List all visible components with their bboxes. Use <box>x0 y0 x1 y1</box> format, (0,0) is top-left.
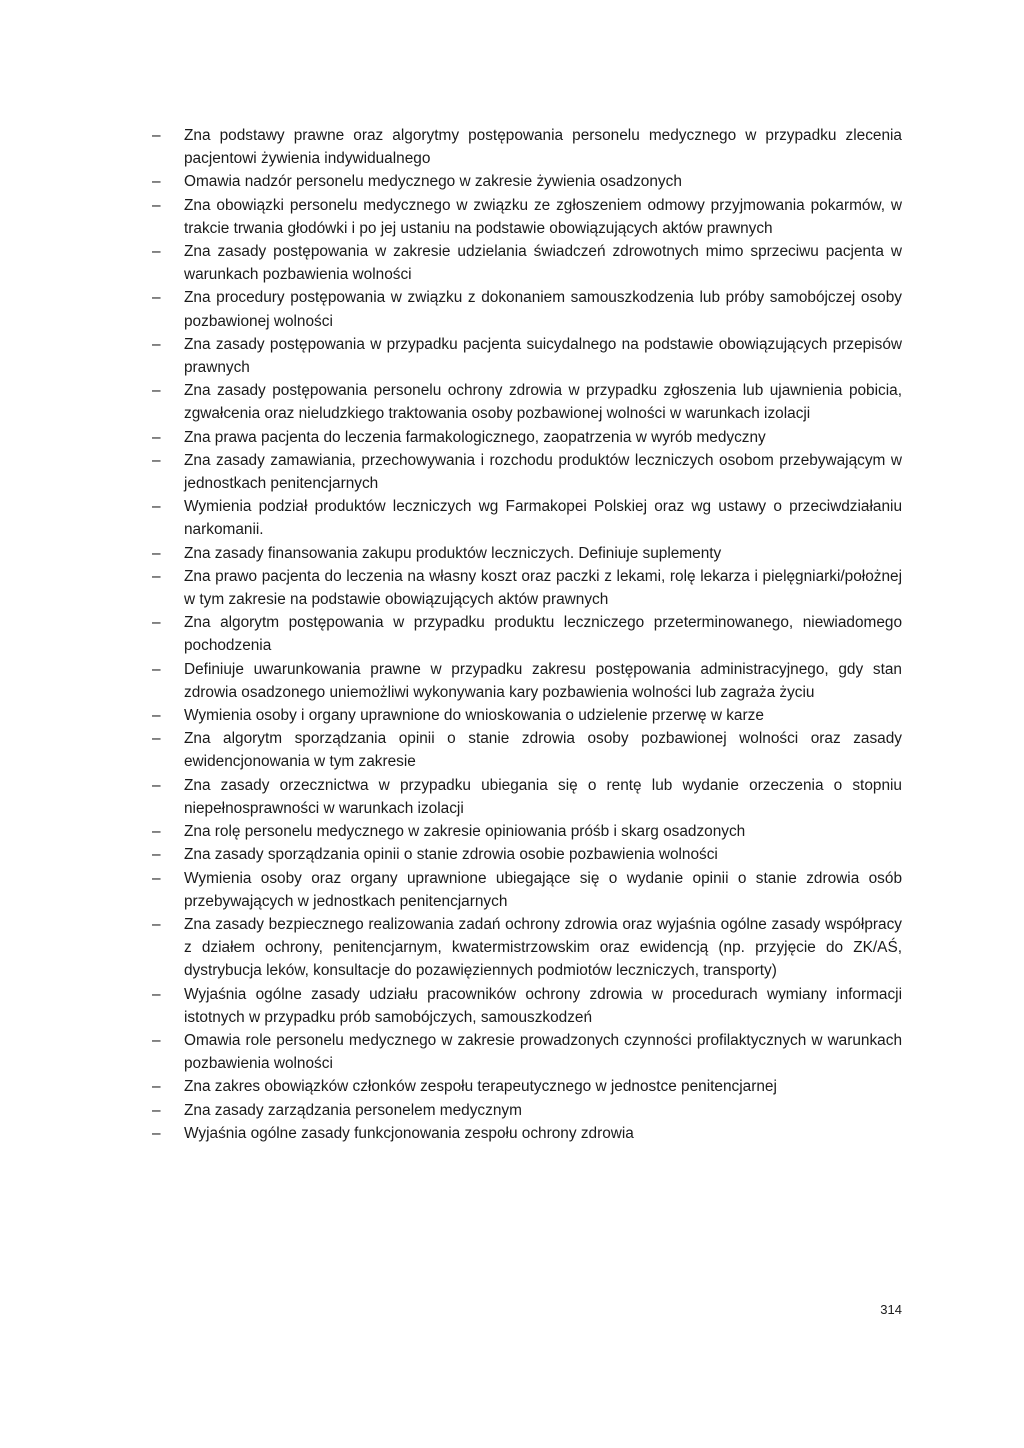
list-item <box>152 867 902 913</box>
list-item-text: Zna prawo pacjenta do leczenia na własny koszt oraz paczki z lekami, rolę lekarza i pielęgniarki/położnej w tym zakresie na podstawie obowiązujących aktów prawnych <box>184 567 902 609</box>
list-item-text: Zna algorytm sporządzania opinii o stanie zdrowia osoby pozbawionej wolności oraz zasady ewidencjonowania w tym zakresie <box>184 730 902 771</box>
list-item <box>152 658 902 704</box>
list-item-text: Zna podstawy prawne oraz algorytmy postępowania personelu medycznego w przypadku zlecenia pacjentowi żywienia indywidualnego <box>184 127 902 168</box>
dash-bullet: – <box>152 730 161 748</box>
list-item-text: Zna zasady sporządzania opinii o stanie zdrowia osobie pozbawienia wolności <box>184 846 718 864</box>
list-item <box>152 843 902 866</box>
dash-bullet: – <box>152 567 161 585</box>
list-item <box>152 170 902 193</box>
list-item <box>152 379 902 425</box>
list-item <box>152 542 902 565</box>
dash-bullet: – <box>152 428 161 446</box>
dash-bullet: – <box>152 243 161 261</box>
dash-bullet: – <box>152 869 161 887</box>
list-item-text: Zna zasady zamawiania, przechowywania i rozchodu produktów leczniczych osobom przebywającym w jednostkach penitencjarnych <box>184 451 902 493</box>
list-item <box>152 1122 902 1145</box>
list-item <box>152 495 902 541</box>
list-item-text: Zna procedury postępowania w związku z dokonaniem samouszkodzenia lub próby samobójczej osoby pozbawionej wolności <box>184 289 902 330</box>
dash-bullet: – <box>152 985 161 1003</box>
list-item-text: Zna prawa pacjenta do leczenia farmakologicznego, zaopatrzenia w wyrób medyczny <box>184 428 766 446</box>
list-item-text: Wymienia osoby i organy uprawnione do wnioskowania o udzielenie przerwę w karze <box>184 707 764 725</box>
list-item-text: Zna zasady postępowania w zakresie udzielania świadczeń zdrowotnych mimo sprzeciwu pacjenta w warunkach pozbawienia wolności <box>184 243 902 284</box>
list-item-text: Zna zasady orzecznictwa w przypadku ubiegania się o rentę lub wydanie orzeczenia o stopniu niepełnosprawności w warunkach izolacji <box>184 776 902 817</box>
list-item-text: Zna zasady finansowania zakupu produktów leczniczych. Definiuje suplementy <box>184 544 722 562</box>
dash-bullet: – <box>152 382 161 400</box>
list-item-text: Zna zasady bezpiecznego realizowania zadań ochrony zdrowia oraz wyjaśnia ogólne zasady współpracy z działem ochrony, penitencjarnym, kwatermistrzowskim oraz ewidencją (np. przyjęcie do ZK/AŚ, dystrybucja leków, konsultacje do pozawięziennych podmiotów leczniczych, transporty) <box>184 915 902 980</box>
list-item-text: Zna zasady zarządzania personelem medycznym <box>184 1101 522 1119</box>
list-item-text: Definiuje uwarunkowania prawne w przypadku zakresu postępowania administracyjnego, gdy stan zdrowia osadzonego uniemożliwi wykonywania kary pozbawienia wolności lub zagraża życiu <box>184 660 902 701</box>
dash-bullet: – <box>152 915 161 933</box>
dash-bullet: – <box>152 289 161 307</box>
list-item-text: Zna zasady postępowania w przypadku pacjenta suicydalnego na podstawie obowiązujących przepisów prawnych <box>184 335 902 377</box>
list-item <box>152 240 902 286</box>
list-item-text: Wyjaśnia ogólne zasady udziału pracowników ochrony zdrowia w procedurach wymiany informacji istotnych w przypadku prób samobójczych, samouszkodzeń <box>184 985 902 1026</box>
list-item-text: Omawia role personelu medycznego w zakresie prowadzonych czynności profilaktycznych w warunkach pozbawienia wolności <box>184 1031 902 1073</box>
list-item-text: Zna zakres obowiązków członków zespołu terapeutycznego w jednostce penitencjarnej <box>184 1078 777 1096</box>
list-item <box>152 727 902 773</box>
list-item <box>152 426 902 449</box>
list-item <box>152 333 902 379</box>
dash-bullet: – <box>152 614 161 632</box>
dash-bullet: – <box>152 1031 161 1049</box>
list-item <box>152 194 902 240</box>
dash-bullet: – <box>152 127 161 144</box>
list-item-text: Zna zasady postępowania personelu ochrony zdrowia w przypadku zgłoszenia lub ujawnienia pobicia, zgwałcenia oraz nieludzkiego traktowania osoby pozbawionej wolności w warunkach izolacji <box>184 382 902 423</box>
list-item <box>152 124 902 170</box>
dash-bullet: – <box>152 544 161 562</box>
dash-bullet: – <box>152 451 161 469</box>
list-item <box>152 611 902 657</box>
list-item <box>152 913 902 983</box>
dash-bullet: – <box>152 776 161 794</box>
dash-bullet: – <box>152 498 161 516</box>
dash-bullet: – <box>152 660 161 678</box>
dash-bullet: – <box>152 1078 161 1096</box>
list-item <box>152 704 902 727</box>
list-item <box>152 449 902 495</box>
list-item <box>152 774 902 820</box>
list-item <box>152 565 902 611</box>
learning-outcomes-list <box>152 124 902 1145</box>
list-item-text: Omawia nadzór personelu medycznego w zakresie żywienia osadzonych <box>184 173 682 191</box>
list-item-text: Zna obowiązki personelu medycznego w związku ze zgłoszeniem odmowy przyjmowania pokarmów, w trakcie trwania głodówki i po jej ustaniu na podstawie obowiązujących aktów prawnych <box>184 196 902 237</box>
list-item-text: Zna algorytm postępowania w przypadku produktu leczniczego przeterminowanego, niewiadomego pochodzenia <box>184 614 902 655</box>
list-item <box>152 820 902 843</box>
dash-bullet: – <box>152 823 161 841</box>
page-number: 314 <box>880 1302 902 1317</box>
dash-bullet: – <box>152 335 161 353</box>
list-item <box>152 983 902 1029</box>
dash-bullet: – <box>152 846 161 864</box>
list-item-text: Wymienia osoby oraz organy uprawnione ubiegające się o wydanie opinii o stanie zdrowia osób przebywających w jednostkach penitencjarnych <box>184 869 902 910</box>
dash-bullet: – <box>152 707 161 725</box>
dash-bullet: – <box>152 1124 161 1142</box>
list-item <box>152 286 902 332</box>
list-item <box>152 1029 902 1075</box>
list-item <box>152 1099 902 1122</box>
dash-bullet: – <box>152 1101 161 1119</box>
dash-bullet: – <box>152 173 161 191</box>
list-item <box>152 1075 902 1098</box>
list-item-text: Zna rolę personelu medycznego w zakresie opiniowania próśb i skarg osadzonych <box>184 823 746 841</box>
dash-bullet: – <box>152 196 161 214</box>
list-item-text: Wyjaśnia ogólne zasady funkcjonowania zespołu ochrony zdrowia <box>184 1124 634 1142</box>
list-item-text: Wymienia podział produktów leczniczych wg Farmakopei Polskiej oraz wg ustawy o przeciwdziałaniu narkomanii. <box>184 498 902 539</box>
